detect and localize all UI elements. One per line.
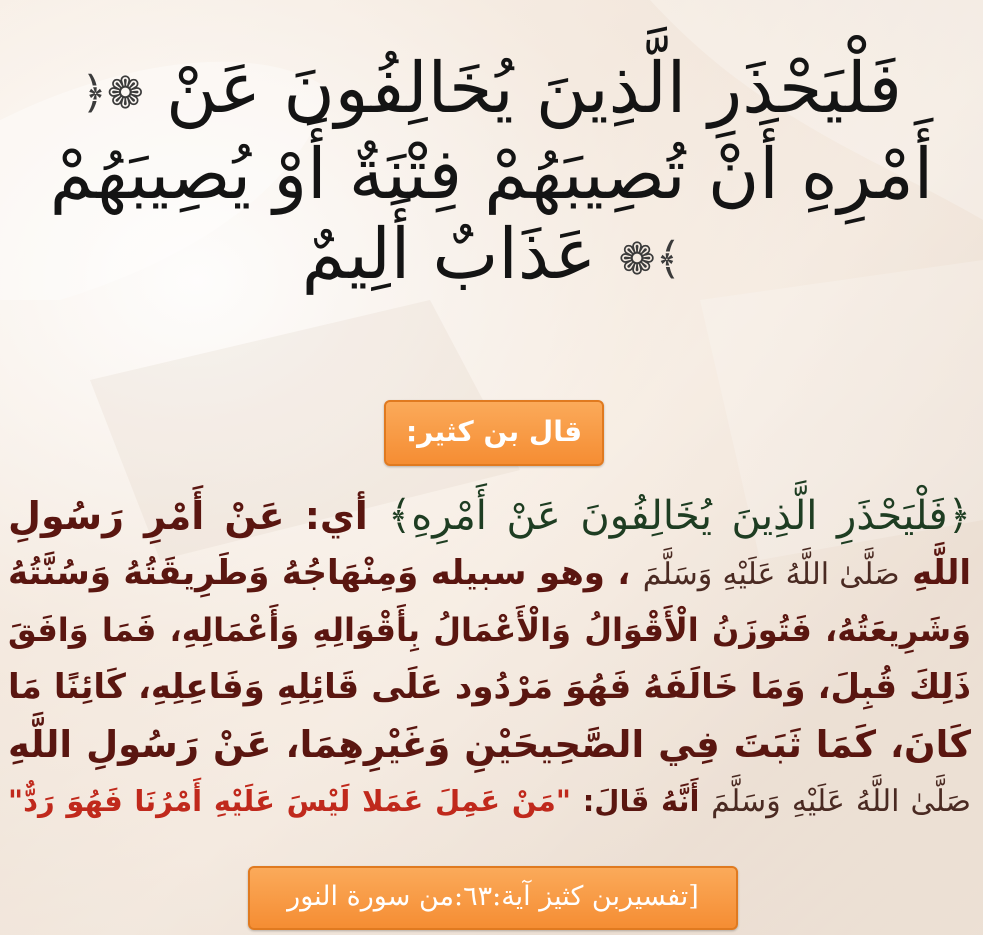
verse-close-mark: ﴾ (655, 234, 682, 285)
verse-line-2-text: أَمْرِهِ أَنْ تُصِيبَهُمْ فِتْنَةٌ أَوْ يُصِيبَهُمْ (49, 133, 934, 215)
tafsir-line-5: كَانَ، كَمَا ثَبَتَ فِي الصَّحِيحَيْنِ وَغَيْرِهِمَا، عَنْ رَسُولِ اللَّهِ (8, 723, 971, 766)
tafsir-line-2-text-b: ، وهو سبيله وَمِنْهَاجُهُ وَطَرِيقَتُهُ وَسُنَّتُهُ (8, 553, 631, 593)
verse-line-3 (20, 214, 963, 300)
verse-open-ornament-icon: ❁﴿ (81, 68, 144, 119)
verse-close-ornament-icon: ﴾❁ (618, 234, 682, 285)
source-badge: [تفسيربن كثيز آية:٦٣:من سورة النور (248, 866, 738, 930)
salla-honorific-2: صَلَّىٰ اللَّهُ عَلَيْهِ وَسَلَّمَ (711, 784, 971, 819)
tafsir-line-3: وَشَرِيعَتُهُ، فَتُوزَنُ الْأَقْوَالُ وَالْأَعْمَالُ بِأَقْوَالِهِ وَأَعْمَالِهِ، فَمَا وَافَقَ (8, 611, 971, 649)
tafsir-line-1-text: أي: عَنْ أَمْرِ رَسُولِ (8, 494, 368, 538)
tafsir-line-2 (8, 545, 971, 602)
tafsir-line-6-text: أَنَّهُ قَالَ: (582, 784, 700, 818)
verse-line-1 (20, 48, 963, 134)
hadith-quote: "مَنْ عَمِلَ عَمَلا لَيْسَ عَلَيْهِ أَمْرُنَا فَهُوَ رَدٌّ" (8, 784, 571, 818)
tafsir-text (8, 488, 971, 858)
verse-open-mark: ﴿ (81, 68, 107, 119)
tafsir-line-4: ذَلِكَ قُبِلَ، وَمَا خَالَفَهُ فَهُوَ مَرْدُود عَلَى قَائِلِهِ وَفَاعِلِهِ، كَائِنًا مَا (8, 667, 971, 707)
verse-line-3-text: عَذَابٌ أَلِيمٌ (301, 213, 597, 295)
tafsir-line-6 (8, 773, 971, 830)
verse-line-2 (20, 134, 963, 214)
verse-line-1-text: فَلْيَحْذَرِ الَّذِينَ يُخَالِفُونَ عَنْ (166, 47, 902, 129)
tafsir-verse-quote: ﴿فَلْيَحْذَرِ الَّذِينَ يُخَالِفُونَ عَنْ أَمْرِهِ﴾ (387, 493, 972, 539)
salla-honorific: صَلَّىٰ اللَّهُ عَلَيْهِ وَسَلَّمَ (642, 557, 900, 592)
tafsir-line-2-text-a: اللَّهِ (912, 553, 972, 593)
tafsir-line-1 (8, 488, 971, 545)
header-badge: قال بن كثير: (384, 400, 604, 466)
quran-verse (20, 48, 963, 388)
